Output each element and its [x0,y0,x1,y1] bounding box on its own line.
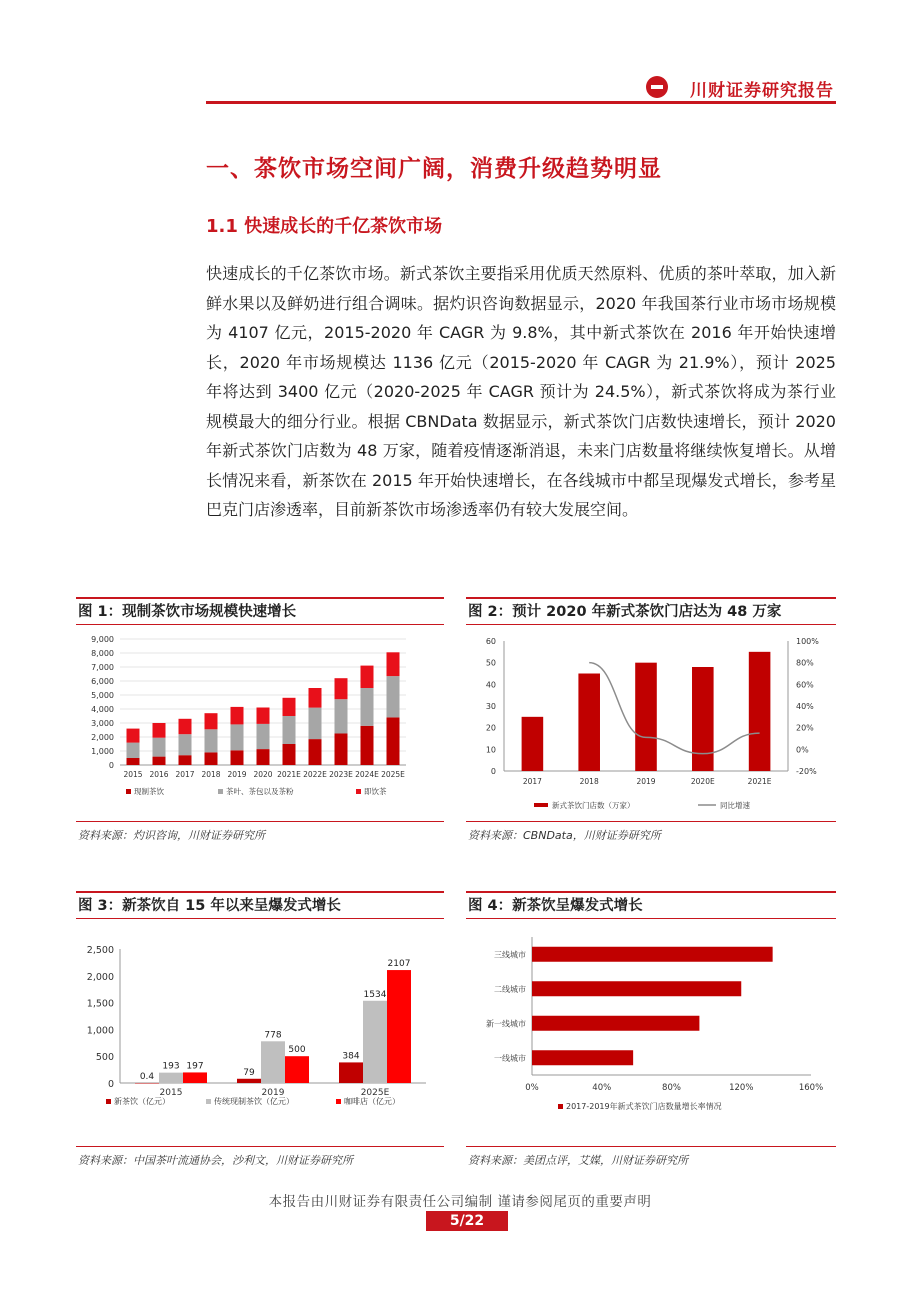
x-tick-label: 2022E [303,770,327,779]
x-tick-label: 2025E [360,1088,390,1098]
x-tick-label: 2018 [579,777,599,786]
y-tick-label: 三线城市 [494,950,526,960]
y-tick-label: 9,000 [91,635,114,644]
bar-2021E [283,698,296,716]
x-tick-label: 2019 [227,770,247,779]
x-tick-label: 2016 [149,770,169,779]
x-tick-label: 80% [662,1083,681,1093]
bar-2022E [309,739,322,765]
bar-2022E [309,708,322,740]
bar-一线城市 [532,1050,633,1065]
page-number: 5/22 [426,1211,508,1231]
data-label: 384 [342,1051,360,1062]
figure-2 [466,597,836,852]
bar-2016 [153,738,166,757]
bar-2017 [522,717,544,771]
bar-2018 [578,674,600,772]
figure-4 [466,891,836,1171]
y-tick-label: 2,500 [86,945,114,956]
y-tick-label: 0 [108,761,114,770]
figure-3-chart [76,925,444,1145]
bar-2018 [205,752,218,765]
bar-2020 [257,749,270,765]
bar-2024E [361,688,374,726]
y-tick-label: 8,000 [91,649,114,658]
company-logo-icon [646,76,668,98]
figure-2-title: 图 2：预计 2020 年新式茶饮门店达为 48 万家 [466,597,836,625]
y2-tick-label: 60% [796,680,814,690]
bar-2015 [159,1073,183,1083]
bar-2019 [635,663,657,771]
bar-2016 [153,757,166,765]
bar-2015 [183,1072,207,1083]
bar-2017 [179,719,192,734]
bar-2019 [285,1056,309,1083]
y-tick-label: 500 [95,1052,114,1064]
legend-label: 现制茶饮 [134,787,164,796]
x-tick-label: 2021E [747,777,772,786]
y-tick-label: 1,000 [91,747,114,756]
x-tick-label: 2017 [175,770,195,779]
bar-2017 [179,755,192,765]
bar-2025E [387,970,411,1083]
bar-2025E [339,1062,363,1083]
data-label: 1534 [363,989,387,1000]
bar-2021E [283,716,296,744]
legend-label: 新式茶饮门店数（万家） [552,801,635,810]
x-tick-label: 2017 [522,777,542,786]
data-label: 2107 [387,959,411,970]
x-tick-label: 2023E [329,770,353,779]
legend-label: 传统现制茶饮（亿元） [214,1097,294,1106]
figure-1 [76,597,444,852]
y-tick-label: 2,000 [86,971,114,983]
y-tick-label: 10 [485,745,496,755]
y-tick-label: 50 [485,658,496,668]
bar-2015 [127,743,140,758]
y-tick-label: 60 [485,637,496,646]
y2-tick-label: 20% [796,723,814,733]
x-tick-label: 2020 [253,770,273,779]
bar-2025E [387,676,400,717]
bar-2022E [309,688,322,708]
y-tick-label: 2,000 [91,733,114,742]
y-tick-label: 0 [490,767,496,776]
bar-二线城市 [532,981,741,996]
legend-label: 2017-2019年新式茶饮门店数量增长率情况 [566,1102,722,1111]
data-label: 500 [288,1045,306,1056]
figure-4-source: 资料来源：美团点评，艾媒，川财证券研究所 [468,1154,688,1167]
x-tick-label: 0% [525,1083,539,1093]
legend-label: 茶叶、茶包以及茶粉 [226,787,294,796]
figure-1-source: 资料来源：灼识咨询，川财证券研究所 [78,829,265,842]
x-tick-label: 2025E [381,770,405,779]
bar-2017 [179,734,192,755]
legend-swatch [206,1099,211,1104]
bar-2025E [363,1001,387,1083]
x-tick-label: 2015 [159,1088,183,1098]
legend-swatch [558,1104,563,1109]
bar-2018 [205,729,218,752]
bar-2019 [231,750,244,765]
data-label: 193 [162,1061,180,1072]
x-tick-label: 2019 [261,1088,285,1098]
series-line-yoy [589,663,759,754]
y-tick-label: 5,000 [91,691,114,700]
bar-2020 [257,724,270,749]
bar-2021E [283,744,296,765]
legend-swatch [106,1099,111,1104]
section-heading: 一、茶饮市场空间广阔，消费升级趋势明显 [206,156,662,182]
y-tick-label: 6,000 [91,677,114,686]
y-tick-label: 1,000 [86,1025,114,1037]
legend-swatch [336,1099,341,1104]
legend-label: 咖啡店（亿元） [344,1097,400,1106]
bar-2019 [237,1079,261,1083]
bar-2015 [135,1083,159,1084]
y-tick-label: 20 [485,723,496,733]
y-tick-label: 40 [485,680,496,690]
y2-tick-label: -20% [796,767,817,776]
figure-2-chart [466,631,836,821]
header-rule [206,101,836,104]
data-label: 0.4 [139,1071,155,1082]
bar-2015 [127,729,140,743]
figure-3-source: 资料来源：中国茶叶流通协会，沙利文，川财证券研究所 [78,1154,353,1167]
bar-2025E [387,717,400,765]
bar-2024E [361,666,374,688]
bar-2016 [153,723,166,738]
bar-2023E [335,734,348,766]
footer-notice: 本报告由川财证券有限责任公司编制 谨请参阅尾页的重要声明 [268,1194,652,1210]
bar-新一线城市 [532,1016,699,1031]
bar-2025E [387,652,400,676]
legend-label: 即饮茶 [364,787,387,796]
legend-swatch [356,789,361,794]
y-tick-label: 30 [485,702,496,711]
y-tick-label: 一线城市 [494,1053,526,1063]
bar-2019 [231,724,244,750]
header-title: 川财证券研究报告 [690,81,834,101]
bar-2019 [231,707,244,725]
bar-2020E [692,667,714,771]
y2-tick-label: 0% [796,745,809,755]
y-tick-label: 0 [107,1079,114,1090]
bar-2023E [335,699,348,733]
bar-2018 [205,713,218,729]
y-tick-label: 新一线城市 [486,1019,526,1029]
figure-4-chart [466,925,836,1145]
data-label: 197 [186,1061,204,1072]
figure-1-title: 图 1：现制茶饮市场规模快速增长 [76,597,444,625]
y-tick-label: 7,000 [91,663,114,672]
y-tick-label: 二线城市 [494,984,526,994]
x-tick-label: 2024E [355,770,379,779]
x-tick-label: 2021E [277,770,301,779]
y-tick-label: 1,500 [86,998,114,1010]
data-label: 778 [264,1030,282,1041]
data-label: 79 [243,1067,255,1078]
figure-3-title: 图 3：新茶饮自 15 年以来呈爆发式增长 [76,891,444,919]
x-tick-label: 2018 [201,770,221,779]
bar-三线城市 [532,947,773,962]
legend-swatch [218,789,223,794]
section-subheading: 1.1 快速成长的千亿茶饮市场 [206,216,443,237]
x-tick-label: 2019 [636,777,656,786]
figure-1-chart [76,631,444,831]
y-tick-label: 3,000 [91,719,114,728]
y2-tick-label: 80% [796,658,814,668]
bar-2021E [749,652,771,771]
bar-2020 [257,708,270,724]
legend-swatch [126,789,131,794]
legend-label: 新茶饮（亿元） [114,1097,170,1106]
x-tick-label: 40% [592,1083,612,1093]
x-tick-label: 2015 [123,770,143,779]
report-header [206,74,836,104]
legend-swatch [534,803,548,807]
bar-2019 [261,1041,285,1083]
bar-2024E [361,726,374,765]
legend-label: 同比增速 [720,801,750,810]
body-paragraph: 快速成长的千亿茶饮市场。新式茶饮主要指采用优质天然原料、优质的茶叶萃取，加入新鲜水果以及鲜奶进行组合调味。据灼识咨询数据显示，2020 年我国茶行业市场市场规模为 4107 亿元，2015-2020 年 CAGR 为 9.8%，其中新式茶饮在 2016 年开始快速增长，2020 年市场规模达 1136 亿元（2015-2020 年 CAGR 为 21.9%），预计 2025 年将达到 3400 亿元（2020-2025 年 CAGR 预计为 24.5%），新式茶饮将成为茶行业规模最大的细分行业。根据 CBNData 数据显示，新式茶饮门店数快速增长，预计 2020 年新式茶饮门店数为 48 万家，随着疫情逐渐消退，未来门店数量将继续恢复增长。从增长情况来看，新茶饮在 2015 年开始快速增长，在各线城市中都呈现爆发式增长，参考星巴克门店渗透率，目前新茶饮市场渗透率仍有较大发展空间。 [206,264,836,519]
x-tick-label: 120% [729,1083,754,1093]
x-tick-label: 2020E [690,777,715,786]
figure-4-title: 图 4：新茶饮呈爆发式增长 [466,891,836,919]
bar-2015 [127,758,140,765]
figure-2-source: 资料来源：CBNData，川财证券研究所 [468,829,661,842]
y2-tick-label: 40% [796,702,814,711]
figure-3 [76,891,444,1171]
x-tick-label: 160% [798,1083,824,1093]
y-tick-label: 4,000 [91,705,114,714]
bar-2023E [335,678,348,699]
y2-tick-label: 100% [796,637,819,646]
